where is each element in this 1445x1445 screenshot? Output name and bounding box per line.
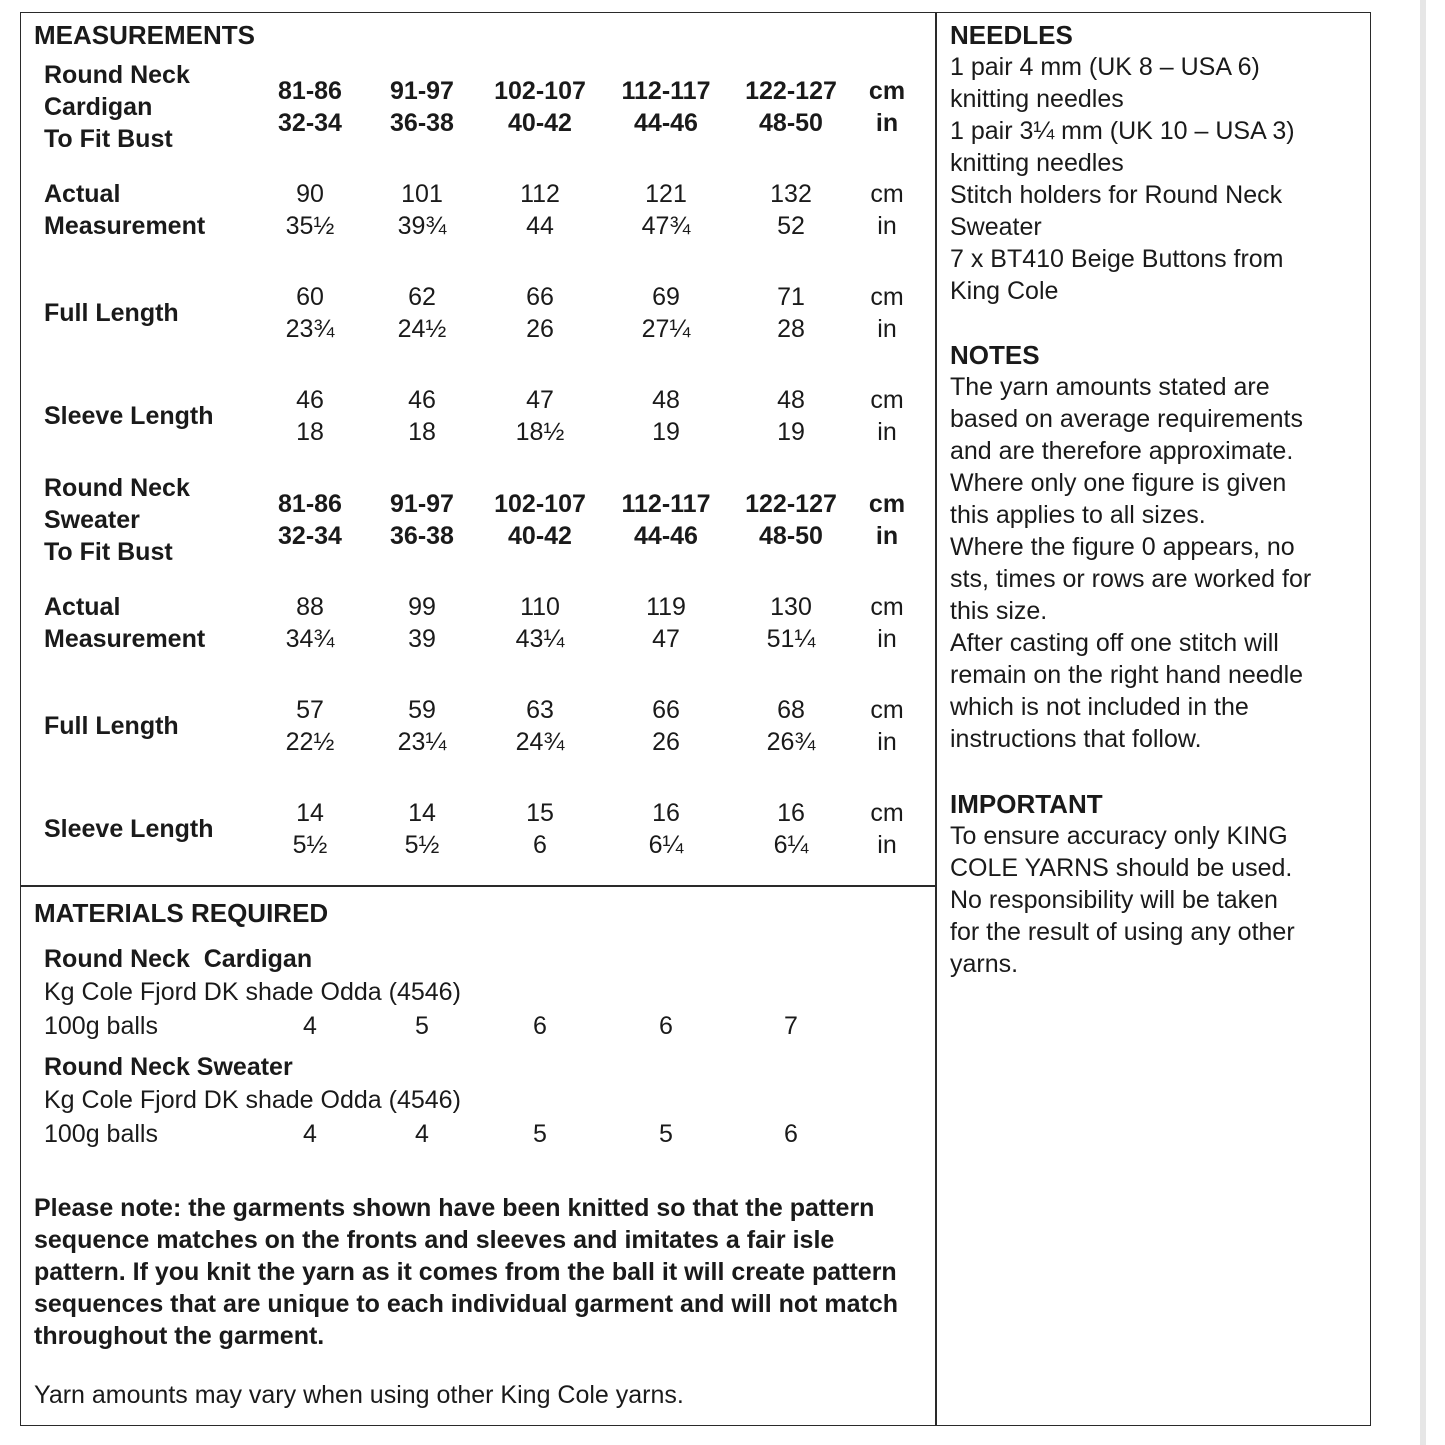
needles-title: NEEDLES: [950, 20, 1073, 50]
value-cm: 112: [520, 180, 560, 208]
needles-line: knitting needles: [950, 85, 1124, 113]
value-in: 47: [652, 625, 680, 653]
bust-size-cm: 112-117: [621, 490, 711, 518]
bust-size-in: 40-42: [508, 522, 572, 550]
bust-size-cm: 81-86: [278, 490, 342, 518]
notes-line: sts, times or rows are worked for: [950, 565, 1312, 593]
notes-line: The yarn amounts stated are: [950, 373, 1270, 401]
please-note: Please note: the garments shown have been knitted so that the pattern sequence matches on the fronts and sleeves and imitates a fair isle pattern. If you knit the yarn as it comes from the ball it will create pattern sequences that are unique to each individual garment and will not match throughout the garment.: [34, 1194, 899, 1350]
bust-size-cm: 91-97: [390, 490, 454, 518]
value-cm: 69: [652, 283, 680, 311]
notes-line: this applies to all sizes.: [950, 501, 1206, 529]
value-in: 6: [533, 831, 547, 859]
value-in: 18: [296, 418, 324, 446]
value-in: 23¼: [397, 728, 447, 756]
important-title: IMPORTANT: [950, 789, 1103, 819]
sweater-balls-label: 100g balls: [44, 1120, 158, 1148]
needles-line: Stitch holders for Round Neck: [950, 181, 1283, 209]
cardigan-heading-line: To Fit Bust: [44, 125, 173, 153]
value-cm: 88: [296, 593, 324, 621]
unit-cm: cm: [870, 283, 904, 311]
value-in: 52: [777, 212, 805, 240]
ball-count: 5: [415, 1012, 429, 1040]
value-cm: 48: [777, 386, 805, 414]
ball-count: 6: [533, 1012, 547, 1040]
important-line: for the result of using any other: [950, 918, 1295, 946]
value-cm: 132: [770, 180, 812, 208]
value-in: 22½: [285, 728, 335, 756]
value-cm: 110: [520, 593, 560, 621]
unit-in: in: [875, 522, 899, 550]
value-in: 47¾: [641, 212, 691, 240]
bust-size-cm: 81-86: [278, 77, 342, 105]
value-in: 28: [777, 315, 805, 343]
unit-cm: cm: [870, 799, 904, 827]
cardigan-material-name: Round Neck Cardigan: [44, 945, 313, 973]
value-in: 26: [526, 315, 554, 343]
value-in: 26: [652, 728, 680, 756]
row-label: Sleeve Length: [44, 815, 214, 843]
value-in: 6¼: [773, 831, 809, 859]
ball-count: 4: [415, 1120, 429, 1148]
value-cm: 16: [777, 799, 805, 827]
notes-line: remain on the right hand needle: [950, 661, 1304, 689]
value-cm: 121: [645, 180, 687, 208]
needles-line: King Cole: [950, 277, 1059, 305]
bust-size-in: 32-34: [278, 522, 342, 550]
bust-size-in: 44-46: [634, 109, 698, 137]
notes-line: and are therefore approximate.: [950, 437, 1294, 465]
value-in: 18½: [515, 418, 565, 446]
row-label: Actual: [44, 593, 121, 621]
value-in: 34¾: [285, 625, 335, 653]
bust-size-cm: 102-107: [494, 490, 586, 518]
notes-line: which is not included in the: [950, 693, 1249, 721]
notes-line: After casting off one stitch will: [950, 629, 1279, 657]
needles-line: 1 pair 3¼ mm (UK 10 – USA 3): [950, 117, 1295, 145]
unit-cm: cm: [870, 180, 904, 208]
cardigan-heading-line: Cardigan: [44, 93, 153, 121]
value-cm: 63: [526, 696, 554, 724]
value-cm: 16: [652, 799, 680, 827]
unit-in: in: [877, 625, 897, 653]
value-in: 23¾: [285, 315, 335, 343]
value-in: 43¼: [515, 625, 565, 653]
cardigan-heading-line: Round Neck: [44, 61, 190, 89]
value-cm: 46: [408, 386, 436, 414]
value-cm: 130: [770, 593, 812, 621]
bust-size-cm: 102-107: [494, 77, 586, 105]
value-cm: 47: [526, 386, 554, 414]
sweater-heading-line: Sweater: [44, 506, 140, 534]
value-in: 18: [408, 418, 436, 446]
important-line: No responsibility will be taken: [950, 886, 1278, 914]
needles-line: 1 pair 4 mm (UK 8 – USA 6): [950, 53, 1260, 81]
ball-count: 5: [659, 1120, 673, 1148]
value-cm: 62: [408, 283, 436, 311]
bust-size-cm: 91-97: [390, 77, 454, 105]
unit-cm: cm: [870, 593, 904, 621]
bust-size-in: 36-38: [390, 522, 454, 550]
bust-size-in: 48-50: [759, 522, 823, 550]
row-label: Actual: [44, 180, 121, 208]
value-cm: 99: [408, 593, 436, 621]
important-line: yarns.: [950, 950, 1019, 978]
value-cm: 48: [652, 386, 680, 414]
bust-size-cm: 112-117: [621, 77, 711, 105]
value-in: 5½: [292, 831, 328, 859]
value-in: 5½: [404, 831, 440, 859]
value-cm: 119: [646, 593, 686, 621]
value-cm: 59: [408, 696, 436, 724]
value-cm: 57: [296, 696, 324, 724]
bust-size-in: 48-50: [759, 109, 823, 137]
bust-size-cm: 122-127: [745, 77, 837, 105]
bust-size-cm: 122-127: [745, 490, 837, 518]
value-in: 39¾: [397, 212, 447, 240]
unit-in: in: [877, 728, 897, 756]
value-in: 44: [526, 212, 554, 240]
page-edge: [1420, 0, 1426, 1445]
value-in: 39: [408, 625, 436, 653]
unit-in: in: [877, 831, 897, 859]
value-cm: 71: [777, 283, 805, 311]
yarn-note: Yarn amounts may vary when using other King Cole yarns.: [34, 1381, 684, 1409]
row-label: Measurement: [44, 212, 206, 240]
section-divider: [20, 885, 936, 887]
value-cm: 101: [401, 180, 443, 208]
notes-title: NOTES: [950, 340, 1040, 370]
bust-size-in: 36-38: [390, 109, 454, 137]
value-cm: 14: [296, 799, 324, 827]
unit-cm: cm: [868, 77, 906, 105]
value-cm: 90: [296, 180, 324, 208]
value-in: 19: [777, 418, 805, 446]
sweater-heading-line: Round Neck: [44, 474, 190, 502]
materials-title: MATERIALS REQUIRED: [34, 898, 329, 928]
cardigan-balls-label: 100g balls: [44, 1012, 158, 1040]
notes-line: based on average requirements: [950, 405, 1304, 433]
row-label: Full Length: [44, 299, 179, 327]
value-in: 19: [652, 418, 680, 446]
value-in: 24¾: [515, 728, 565, 756]
value-cm: 66: [652, 696, 680, 724]
unit-cm: cm: [870, 696, 904, 724]
sweater-heading-line: To Fit Bust: [44, 538, 173, 566]
value-cm: 60: [296, 283, 324, 311]
unit-in: in: [877, 315, 897, 343]
needles-line: 7 x BT410 Beige Buttons from: [950, 245, 1284, 273]
value-in: 35½: [285, 212, 335, 240]
ball-count: 6: [659, 1012, 673, 1040]
ball-count: 7: [784, 1012, 798, 1040]
ball-count: 6: [784, 1120, 798, 1148]
ball-count: 4: [303, 1120, 317, 1148]
cardigan-yarn: Kg Cole Fjord DK shade Odda (4546): [44, 978, 461, 1006]
row-label: Full Length: [44, 712, 179, 740]
ball-count: 5: [533, 1120, 547, 1148]
unit-cm: cm: [870, 386, 904, 414]
important-line: COLE YARNS should be used.: [950, 854, 1293, 882]
value-in: 26¾: [766, 728, 816, 756]
needles-line: knitting needles: [950, 149, 1124, 177]
value-in: 27¼: [641, 315, 691, 343]
notes-line: Where only one figure is given: [950, 469, 1287, 497]
unit-in: in: [877, 418, 897, 446]
value-cm: 68: [777, 696, 805, 724]
unit-in: in: [877, 212, 897, 240]
value-cm: 15: [526, 799, 554, 827]
ball-count: 4: [303, 1012, 317, 1040]
notes-line: instructions that follow.: [950, 725, 1202, 753]
notes-line: this size.: [950, 597, 1048, 625]
unit-cm: cm: [868, 490, 906, 518]
unit-in: in: [875, 109, 899, 137]
column-divider: [935, 12, 937, 1426]
value-cm: 46: [296, 386, 324, 414]
measurements-title: MEASUREMENTS: [34, 20, 256, 50]
sweater-material-name: Round Neck Sweater: [44, 1053, 293, 1081]
row-label: Sleeve Length: [44, 402, 214, 430]
value-in: 6¼: [648, 831, 684, 859]
important-line: To ensure accuracy only KING: [950, 822, 1288, 850]
value-cm: 66: [526, 283, 554, 311]
row-label: Measurement: [44, 625, 206, 653]
value-in: 51¼: [766, 625, 816, 653]
bust-size-in: 32-34: [278, 109, 342, 137]
value-in: 24½: [397, 315, 447, 343]
bust-size-in: 44-46: [634, 522, 698, 550]
value-cm: 14: [408, 799, 436, 827]
bust-size-in: 40-42: [508, 109, 572, 137]
notes-line: Where the figure 0 appears, no: [950, 533, 1295, 561]
needles-line: Sweater: [950, 213, 1042, 241]
sweater-yarn: Kg Cole Fjord DK shade Odda (4546): [44, 1086, 461, 1114]
